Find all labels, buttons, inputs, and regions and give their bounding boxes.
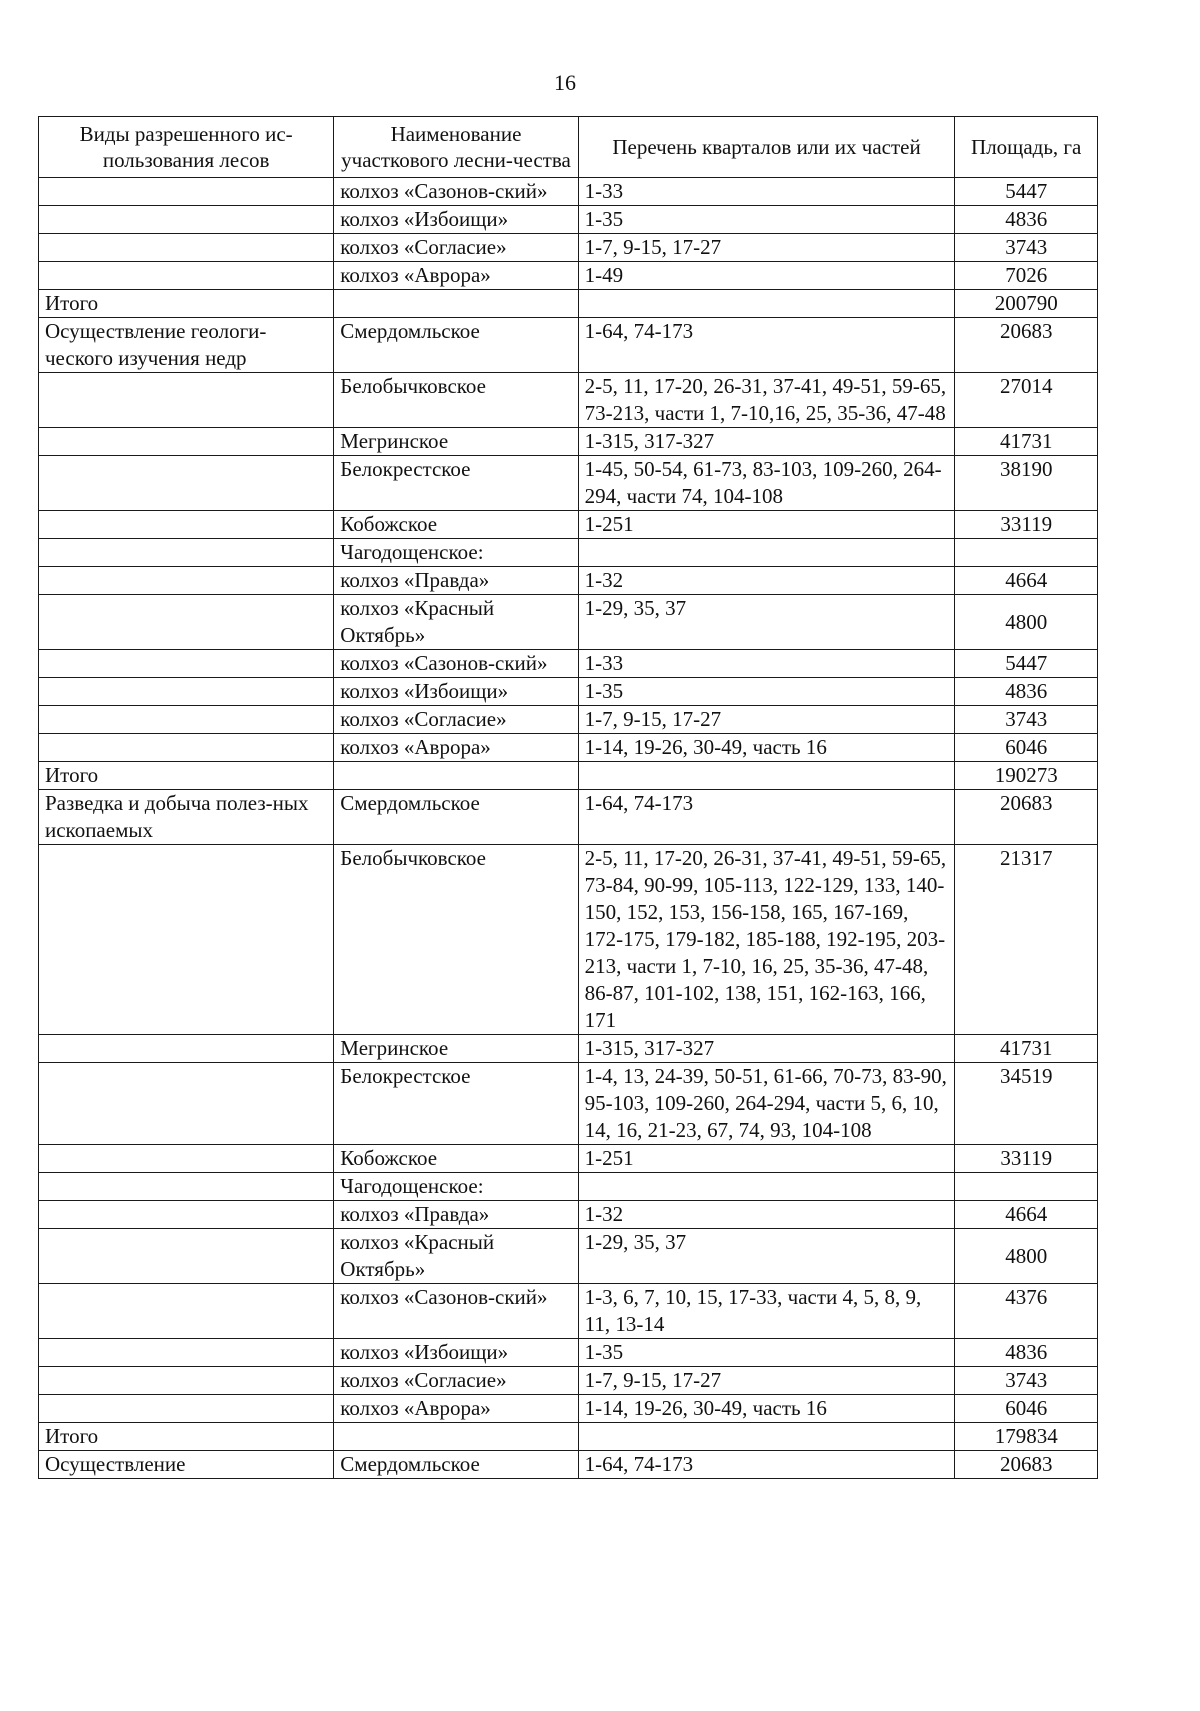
- cell-quarters: 1-7, 9-15, 17-27: [578, 1367, 955, 1395]
- cell-forestry-name: колхоз «Аврора»: [334, 262, 578, 290]
- cell-area: 4836: [955, 1339, 1098, 1367]
- cell-forestry-name: [334, 290, 578, 318]
- cell-forestry-name: Мегринское: [334, 428, 578, 456]
- cell-use-type: Осуществление геологи-ческого изучения недр: [39, 318, 334, 373]
- table-row: [39, 1395, 1098, 1423]
- table-row: [39, 456, 1098, 511]
- cell-quarters: 1-14, 19-26, 30-49, часть 16: [578, 734, 955, 762]
- cell-quarters: 1-14, 19-26, 30-49, часть 16: [578, 1395, 955, 1423]
- cell-use-type: [39, 1063, 334, 1145]
- cell-use-type: [39, 845, 334, 1035]
- cell-area: 5447: [955, 650, 1098, 678]
- cell-forestry-name: колхоз «Правда»: [334, 567, 578, 595]
- cell-quarters: [578, 1423, 955, 1451]
- cell-forestry-name: колхоз «Избоищи»: [334, 1339, 578, 1367]
- cell-area: 41731: [955, 1035, 1098, 1063]
- cell-area: 4376: [955, 1284, 1098, 1339]
- table-row: [39, 1284, 1098, 1339]
- cell-area: 20683: [955, 1451, 1098, 1479]
- cell-use-type: [39, 178, 334, 206]
- table-row: [39, 539, 1098, 567]
- cell-use-type: [39, 1284, 334, 1339]
- table-row: [39, 1229, 1098, 1284]
- cell-forestry-name: Чагодощенское:: [334, 1173, 578, 1201]
- cell-area: 4664: [955, 1201, 1098, 1229]
- table-row: [39, 1145, 1098, 1173]
- cell-forestry-name: колхоз «Аврора»: [334, 734, 578, 762]
- cell-area: 5447: [955, 178, 1098, 206]
- cell-forestry-name: колхоз «Согласие»: [334, 1367, 578, 1395]
- table-row: [39, 1063, 1098, 1145]
- header-forestry-name: Наименование участкового лесни-чества: [334, 117, 578, 178]
- cell-quarters: 1-3, 6, 7, 10, 15, 17-33, части 4, 5, 8, 9, 11, 13-14: [578, 1284, 955, 1339]
- cell-area: 38190: [955, 456, 1098, 511]
- cell-quarters: 1-33: [578, 178, 955, 206]
- table-row: [39, 1201, 1098, 1229]
- cell-quarters: 1-64, 74-173: [578, 790, 955, 845]
- cell-forestry-name: Белобычковское: [334, 373, 578, 428]
- cell-use-type: [39, 706, 334, 734]
- table-body: [39, 178, 1098, 1479]
- table-row: [39, 262, 1098, 290]
- cell-area: 179834: [955, 1423, 1098, 1451]
- cell-quarters: 1-35: [578, 1339, 955, 1367]
- cell-area: 190273: [955, 762, 1098, 790]
- table-row: [39, 428, 1098, 456]
- cell-use-type: [39, 234, 334, 262]
- cell-quarters: 1-32: [578, 567, 955, 595]
- cell-area: 33119: [955, 511, 1098, 539]
- cell-area: 21317: [955, 845, 1098, 1035]
- cell-area: 6046: [955, 1395, 1098, 1423]
- table-row: [39, 678, 1098, 706]
- header-quarters: Перечень кварталов или их частей: [578, 117, 955, 178]
- cell-area: 27014: [955, 373, 1098, 428]
- cell-area: 3743: [955, 706, 1098, 734]
- cell-forestry-name: [334, 762, 578, 790]
- cell-forestry-name: Кобожское: [334, 511, 578, 539]
- cell-forestry-name: Белокрестское: [334, 1063, 578, 1145]
- cell-forestry-name: колхоз «Красный Октябрь»: [334, 595, 578, 650]
- table-row: [39, 845, 1098, 1035]
- cell-use-type: Итого: [39, 762, 334, 790]
- cell-use-type: [39, 1145, 334, 1173]
- header-use-type: Виды разрешенного ис-пользования лесов: [39, 117, 334, 178]
- table-row: [39, 650, 1098, 678]
- cell-quarters: 1-251: [578, 511, 955, 539]
- table-row: [39, 206, 1098, 234]
- cell-use-type: [39, 595, 334, 650]
- table-row: [39, 1339, 1098, 1367]
- cell-quarters: 1-315, 317-327: [578, 1035, 955, 1063]
- cell-quarters: 1-32: [578, 1201, 955, 1229]
- cell-use-type: [39, 650, 334, 678]
- table-total-row: [39, 1423, 1098, 1451]
- cell-forestry-name: колхоз «Избоищи»: [334, 206, 578, 234]
- cell-forestry-name: Белобычковское: [334, 845, 578, 1035]
- cell-use-type: [39, 1035, 334, 1063]
- table-row: [39, 1451, 1098, 1479]
- cell-use-type: [39, 539, 334, 567]
- cell-quarters: 1-29, 35, 37: [578, 595, 955, 650]
- table-total-row: [39, 290, 1098, 318]
- cell-area: 6046: [955, 734, 1098, 762]
- cell-use-type: [39, 1229, 334, 1284]
- cell-area: 4800: [955, 595, 1098, 650]
- forest-use-table: [38, 116, 1098, 1479]
- cell-forestry-name: колхоз «Избоищи»: [334, 678, 578, 706]
- cell-area: 20683: [955, 318, 1098, 373]
- cell-forestry-name: колхоз «Сазонов-ский»: [334, 1284, 578, 1339]
- cell-use-type: [39, 678, 334, 706]
- cell-forestry-name: колхоз «Правда»: [334, 1201, 578, 1229]
- cell-use-type: [39, 262, 334, 290]
- cell-quarters: 1-315, 317-327: [578, 428, 955, 456]
- cell-quarters: 1-251: [578, 1145, 955, 1173]
- cell-forestry-name: колхоз «Аврора»: [334, 1395, 578, 1423]
- cell-area: [955, 1173, 1098, 1201]
- cell-use-type: [39, 456, 334, 511]
- cell-use-type: [39, 734, 334, 762]
- cell-area: 3743: [955, 234, 1098, 262]
- cell-forestry-name: Смердомльское: [334, 1451, 578, 1479]
- cell-area: 200790: [955, 290, 1098, 318]
- cell-forestry-name: Чагодощенское:: [334, 539, 578, 567]
- table-row: [39, 511, 1098, 539]
- cell-area: 41731: [955, 428, 1098, 456]
- table-row: [39, 706, 1098, 734]
- table-total-row: [39, 762, 1098, 790]
- cell-area: 20683: [955, 790, 1098, 845]
- cell-forestry-name: Мегринское: [334, 1035, 578, 1063]
- cell-quarters: [578, 290, 955, 318]
- cell-use-type: Итого: [39, 290, 334, 318]
- cell-quarters: 1-64, 74-173: [578, 1451, 955, 1479]
- cell-use-type: [39, 567, 334, 595]
- table-row: [39, 318, 1098, 373]
- cell-area: 34519: [955, 1063, 1098, 1145]
- table-row: [39, 234, 1098, 262]
- table-row: [39, 178, 1098, 206]
- cell-use-type: Разведка и добыча полез-ных ископаемых: [39, 790, 334, 845]
- cell-use-type: [39, 1339, 334, 1367]
- cell-use-type: [39, 428, 334, 456]
- cell-forestry-name: Белокрестское: [334, 456, 578, 511]
- cell-quarters: 1-29, 35, 37: [578, 1229, 955, 1284]
- table-row: [39, 595, 1098, 650]
- cell-use-type: Итого: [39, 1423, 334, 1451]
- cell-area: 33119: [955, 1145, 1098, 1173]
- cell-quarters: 1-7, 9-15, 17-27: [578, 234, 955, 262]
- cell-quarters: 1-64, 74-173: [578, 318, 955, 373]
- table-row: [39, 373, 1098, 428]
- cell-use-type: [39, 1367, 334, 1395]
- cell-area: 4836: [955, 206, 1098, 234]
- header-area: Площадь, га: [955, 117, 1098, 178]
- cell-quarters: 1-49: [578, 262, 955, 290]
- cell-use-type: [39, 511, 334, 539]
- cell-quarters: 1-7, 9-15, 17-27: [578, 706, 955, 734]
- cell-forestry-name: Смердомльское: [334, 790, 578, 845]
- table-row: [39, 1173, 1098, 1201]
- table-row: [39, 1367, 1098, 1395]
- cell-forestry-name: Смердомльское: [334, 318, 578, 373]
- cell-use-type: [39, 373, 334, 428]
- cell-quarters: 2-5, 11, 17-20, 26-31, 37-41, 49-51, 59-65, 73-84, 90-99, 105-113, 122-129, 133, 140-150, 152, 153, 156-158, 165, 167-169, 172-175, 179-182, 185-188, 192-195, 203-213, части 1, 7-10, 16, 25, 35-36, 47-48, 86-87, 101-102, 138, 151, 162-163, 166, 171: [578, 845, 955, 1035]
- cell-use-type: Осуществление: [39, 1451, 334, 1479]
- cell-quarters: 2-5, 11, 17-20, 26-31, 37-41, 49-51, 59-65, 73-213, части 1, 7-10,16, 25, 35-36, 47-48: [578, 373, 955, 428]
- cell-quarters: 1-45, 50-54, 61-73, 83-103, 109-260, 264-294, части 74, 104-108: [578, 456, 955, 511]
- table-row: [39, 734, 1098, 762]
- cell-use-type: [39, 1173, 334, 1201]
- cell-quarters: [578, 539, 955, 567]
- cell-use-type: [39, 206, 334, 234]
- cell-quarters: [578, 1173, 955, 1201]
- cell-forestry-name: Кобожское: [334, 1145, 578, 1173]
- cell-use-type: [39, 1201, 334, 1229]
- cell-area: [955, 539, 1098, 567]
- table-row: [39, 567, 1098, 595]
- cell-forestry-name: колхоз «Красный Октябрь»: [334, 1229, 578, 1284]
- cell-quarters: 1-4, 13, 24-39, 50-51, 61-66, 70-73, 83-90, 95-103, 109-260, 264-294, части 5, 6, 10, 14, 16, 21-23, 67, 74, 93, 104-108: [578, 1063, 955, 1145]
- cell-quarters: 1-35: [578, 678, 955, 706]
- cell-area: 4664: [955, 567, 1098, 595]
- cell-area: 3743: [955, 1367, 1098, 1395]
- cell-forestry-name: колхоз «Сазонов-ский»: [334, 178, 578, 206]
- cell-quarters: 1-33: [578, 650, 955, 678]
- cell-forestry-name: колхоз «Согласие»: [334, 706, 578, 734]
- cell-area: 7026: [955, 262, 1098, 290]
- cell-forestry-name: колхоз «Согласие»: [334, 234, 578, 262]
- table-row: [39, 1035, 1098, 1063]
- table-header-row: [39, 117, 1098, 178]
- table-row: [39, 790, 1098, 845]
- cell-area: 4800: [955, 1229, 1098, 1284]
- cell-forestry-name: колхоз «Сазонов-ский»: [334, 650, 578, 678]
- cell-forestry-name: [334, 1423, 578, 1451]
- cell-quarters: 1-35: [578, 206, 955, 234]
- cell-area: 4836: [955, 678, 1098, 706]
- cell-quarters: [578, 762, 955, 790]
- page-number: 16: [554, 70, 576, 95]
- cell-use-type: [39, 1395, 334, 1423]
